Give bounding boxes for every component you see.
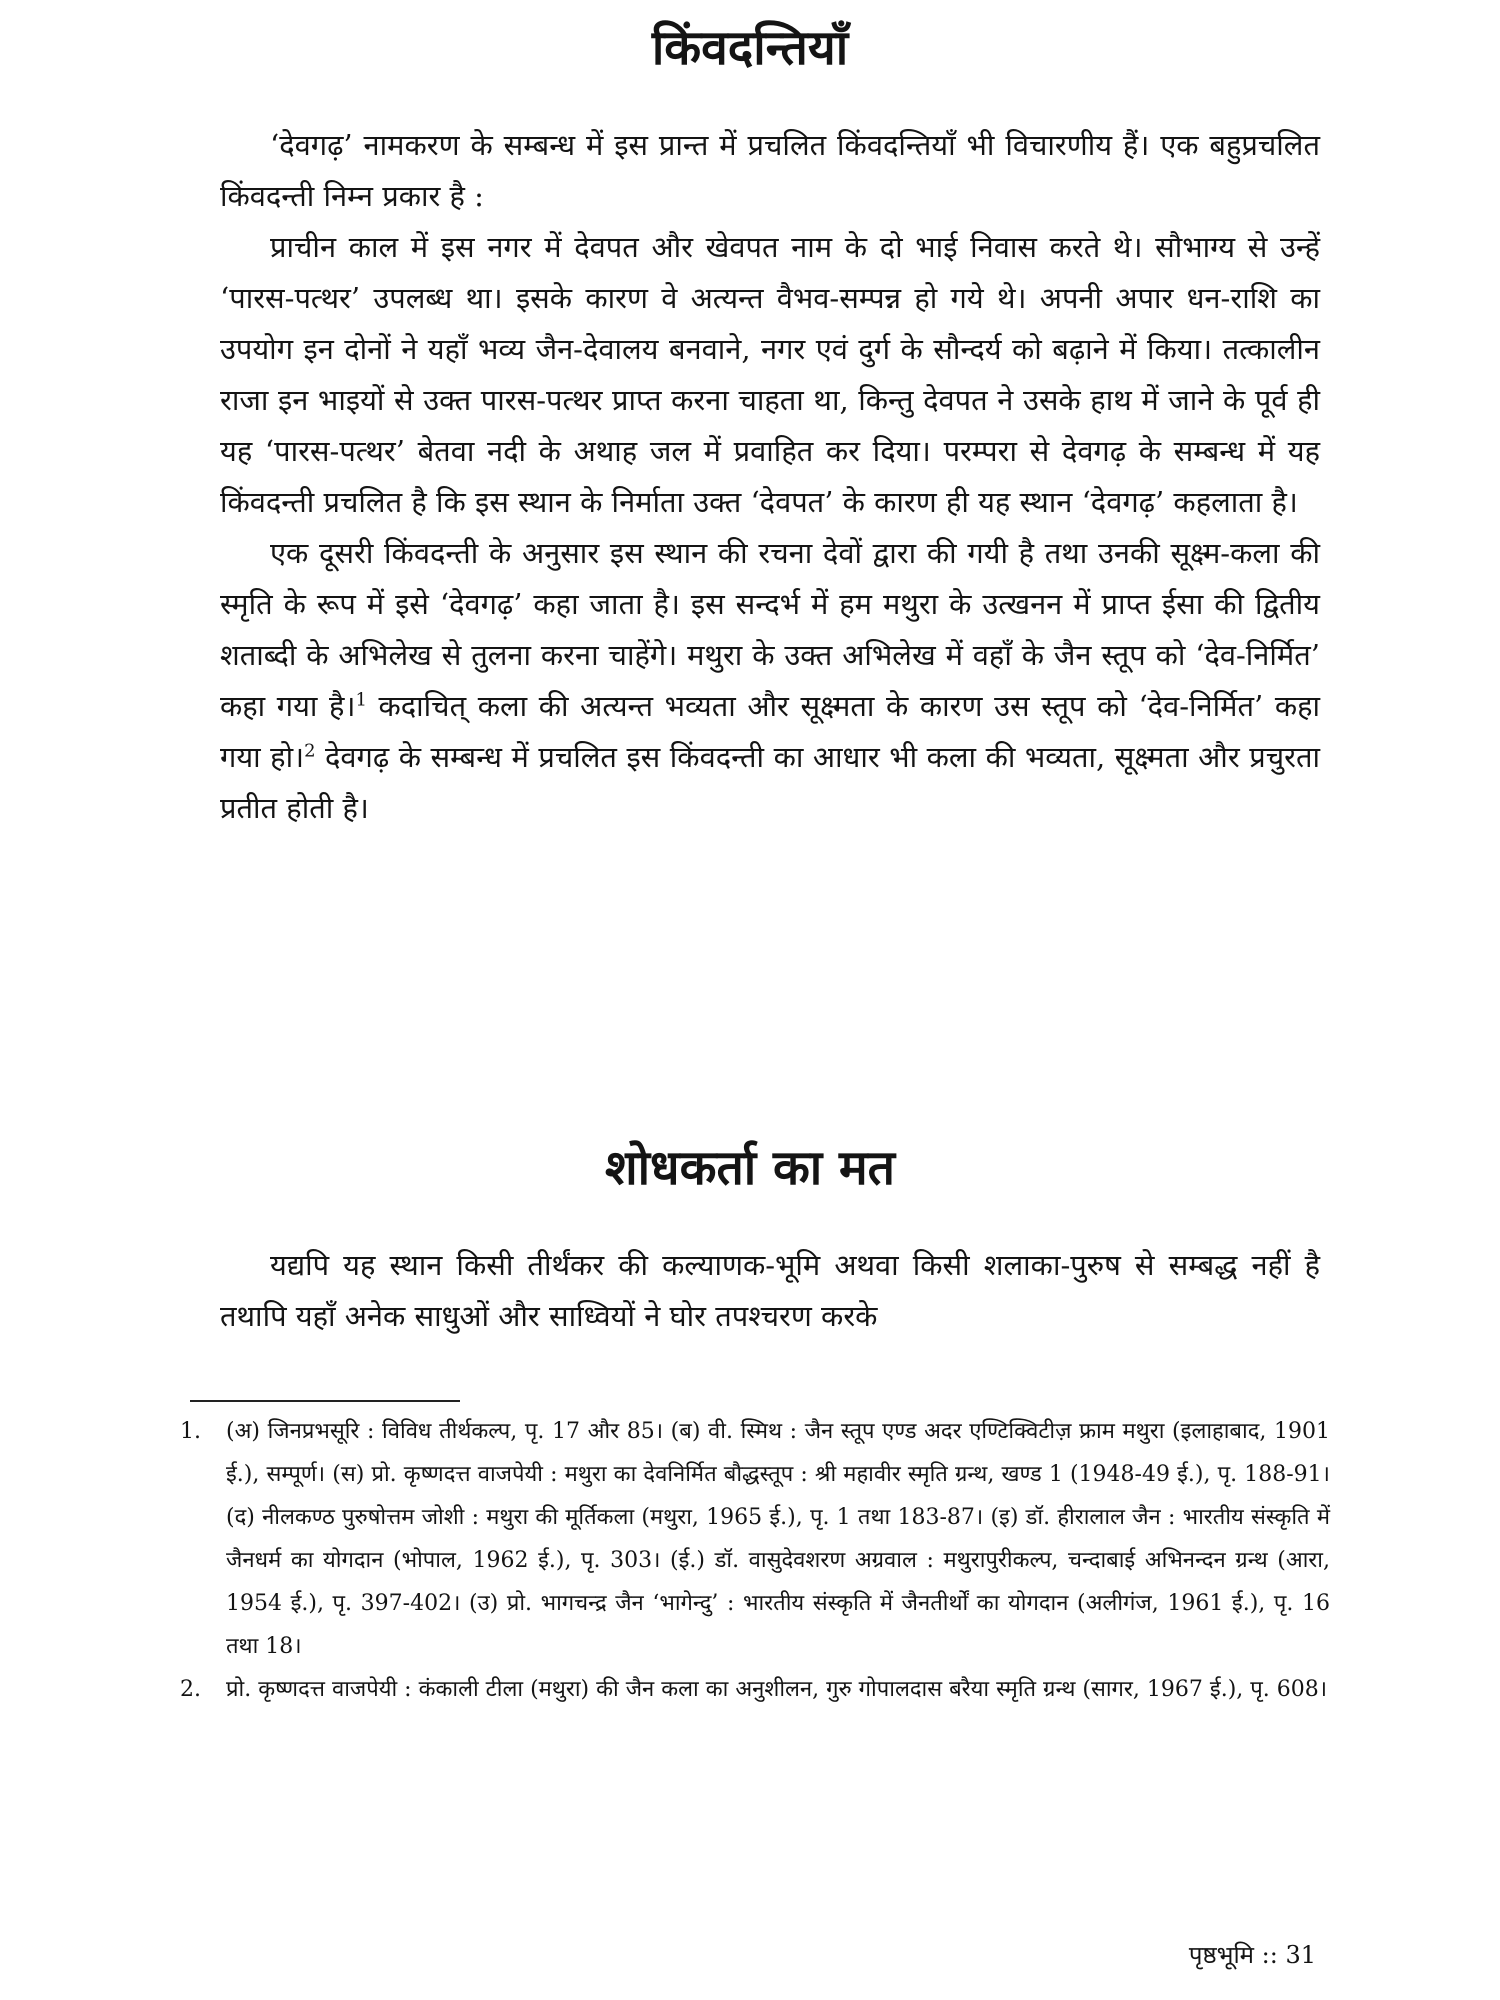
footnote-number: 2.: [180, 1677, 201, 1702]
paragraph-3-text-a: एक दूसरी किंवदन्ती के अनुसार इस स्थान की रचना देवों द्वारा की गयी है तथा उनकी सूक्ष्म-कला की स्मृति के रूप में इसे ‘देवगढ़’ कहा जाता है। इस सन्दर्भ में हम मथुरा के उत्खनन में प्राप्त ईसा की द्वितीय शताब्दी के अभिलेख से तुलना करना चाहेंगे। मथुरा के उक्त अभिलेख में वहाँ के जैन स्तूप को ‘देव-निर्मित’ कहा गया है।: [220, 536, 1320, 723]
paragraph-3: [220, 528, 1320, 834]
section-body-researcher-view: [220, 1240, 1320, 1342]
paragraph-2: प्राचीन काल में इस नगर में देवपत और खेवपत नाम के दो भाई निवास करते थे। सौभाग्य से उन्हें ‘पारस-पत्थर’ उपलब्ध था। इसके कारण वे अत्यन्त वैभव-सम्पन्न हो गये थे। अपनी अपार धन-राशि का उपयोग इन दोनों ने यहाँ भव्य जैन-देवालय बनवाने, नगर एवं दुर्ग के सौन्दर्य को बढ़ाने में किया। तत्कालीन राजा इन भाइयों से उक्त पारस-पत्थर प्राप्त करना चाहता था, किन्तु देवपत ने उसके हाथ में जाने के पूर्व ही यह ‘पारस-पत्थर’ बेतवा नदी के अथाह जल में प्रवाहित कर दिया। परम्परा से देवगढ़ के सम्बन्ध में यह किंवदन्ती प्रचलित है कि इस स्थान के निर्माता उक्त ‘देवपत’ के कारण ही यह स्थान ‘देवगढ़’ कहलाता है।: [220, 230, 1321, 519]
page-footer: पृष्ठभूमि :: 31: [1188, 1941, 1316, 1969]
paragraph-1: ‘देवगढ़’ नामकरण के सम्बन्ध में इस प्रान्त में प्रचलित किंवदन्तियाँ भी विचारणीय हैं। एक बहुप्रचलित किंवदन्ती निम्न प्रकार है :: [220, 128, 1320, 213]
footnote-divider: [190, 1400, 460, 1402]
section-title-legends: किंवदन्तियाँ: [651, 20, 849, 76]
footnote-2: [180, 1668, 1330, 1711]
footnote-number: 1.: [180, 1419, 201, 1444]
footnote-text: (अ) जिनप्रभसूरि : विविध तीर्थकल्प, पृ. 17 और 85। (ब) वी. स्मिथ : जैन स्तूप एण्ड अदर एण्टिक्विटीज़ फ्राम मथुरा (इलाहाबाद, 1901 ई.), सम्पूर्ण। (स) प्रो. कृष्णदत्त वाजपेयी : मथुरा का देवनिर्मित बौद्धस्तूप : श्री महावीर स्मृति ग्रन्थ, खण्ड 1 (1948-49 ई.), पृ. 188-91। (द) नीलकण्ठ पुरुषोत्तम जोशी : मथुरा की मूर्तिकला (मथुरा, 1965 ई.), पृ. 1 तथा 183-87। (इ) डॉ. हीरालाल जैन : भारतीय संस्कृति में जैनधर्म का योगदान (भोपाल, 1962 ई.), पृ. 303। (ई.) डॉ. वासुदेवशरण अग्रवाल : मथुरापुरीकल्प, चन्दाबाई अभिनन्दन ग्रन्थ (आरा, 1954 ई.), पृ. 397-402। (उ) प्रो. भागचन्द्र जैन ‘भागेन्दु’ : भारतीय संस्कृति में जैनतीर्थों का योगदान (अलीगंज, 1961 ई.), पृ. 16 तथा 18।: [226, 1419, 1330, 1659]
footnote-ref-2: 2: [304, 740, 316, 762]
paragraph-3-text-c: देवगढ़ के सम्बन्ध में प्रचलित इस किंवदन्ती का आधार भी कला की भव्यता, सूक्ष्मता और प्रचुरता प्रतीत होती है।: [220, 740, 1321, 825]
section-title-researcher-view: शोधकर्ता का मत: [604, 1140, 896, 1196]
footnote-ref-1: 1: [355, 689, 367, 711]
section-body-legends: [220, 120, 1320, 834]
paragraph-4: यद्यपि यह स्थान किसी तीर्थंकर की कल्याणक-भूमि अथवा किसी शलाका-पुरुष से सम्बद्ध नहीं है तथापि यहाँ अनेक साधुओं और साध्वियों ने घोर तपश्चरण करके: [220, 1248, 1320, 1333]
footnotes: [180, 1410, 1330, 1711]
paragraph-3-text-b: कदाचित् कला की अत्यन्त भव्यता और सूक्ष्मता के कारण उस स्तूप को ‘देव-निर्मित’ कहा गया हो।: [220, 689, 1320, 774]
footnote-text: प्रो. कृष्णदत्त वाजपेयी : कंकाली टीला (मथुरा) की जैन कला का अनुशीलन, गुरु गोपालदास बरैया स्मृति ग्रन्थ (सागर, 1967 ई.), पृ. 608।: [226, 1677, 1328, 1702]
footnote-1: [180, 1410, 1330, 1668]
